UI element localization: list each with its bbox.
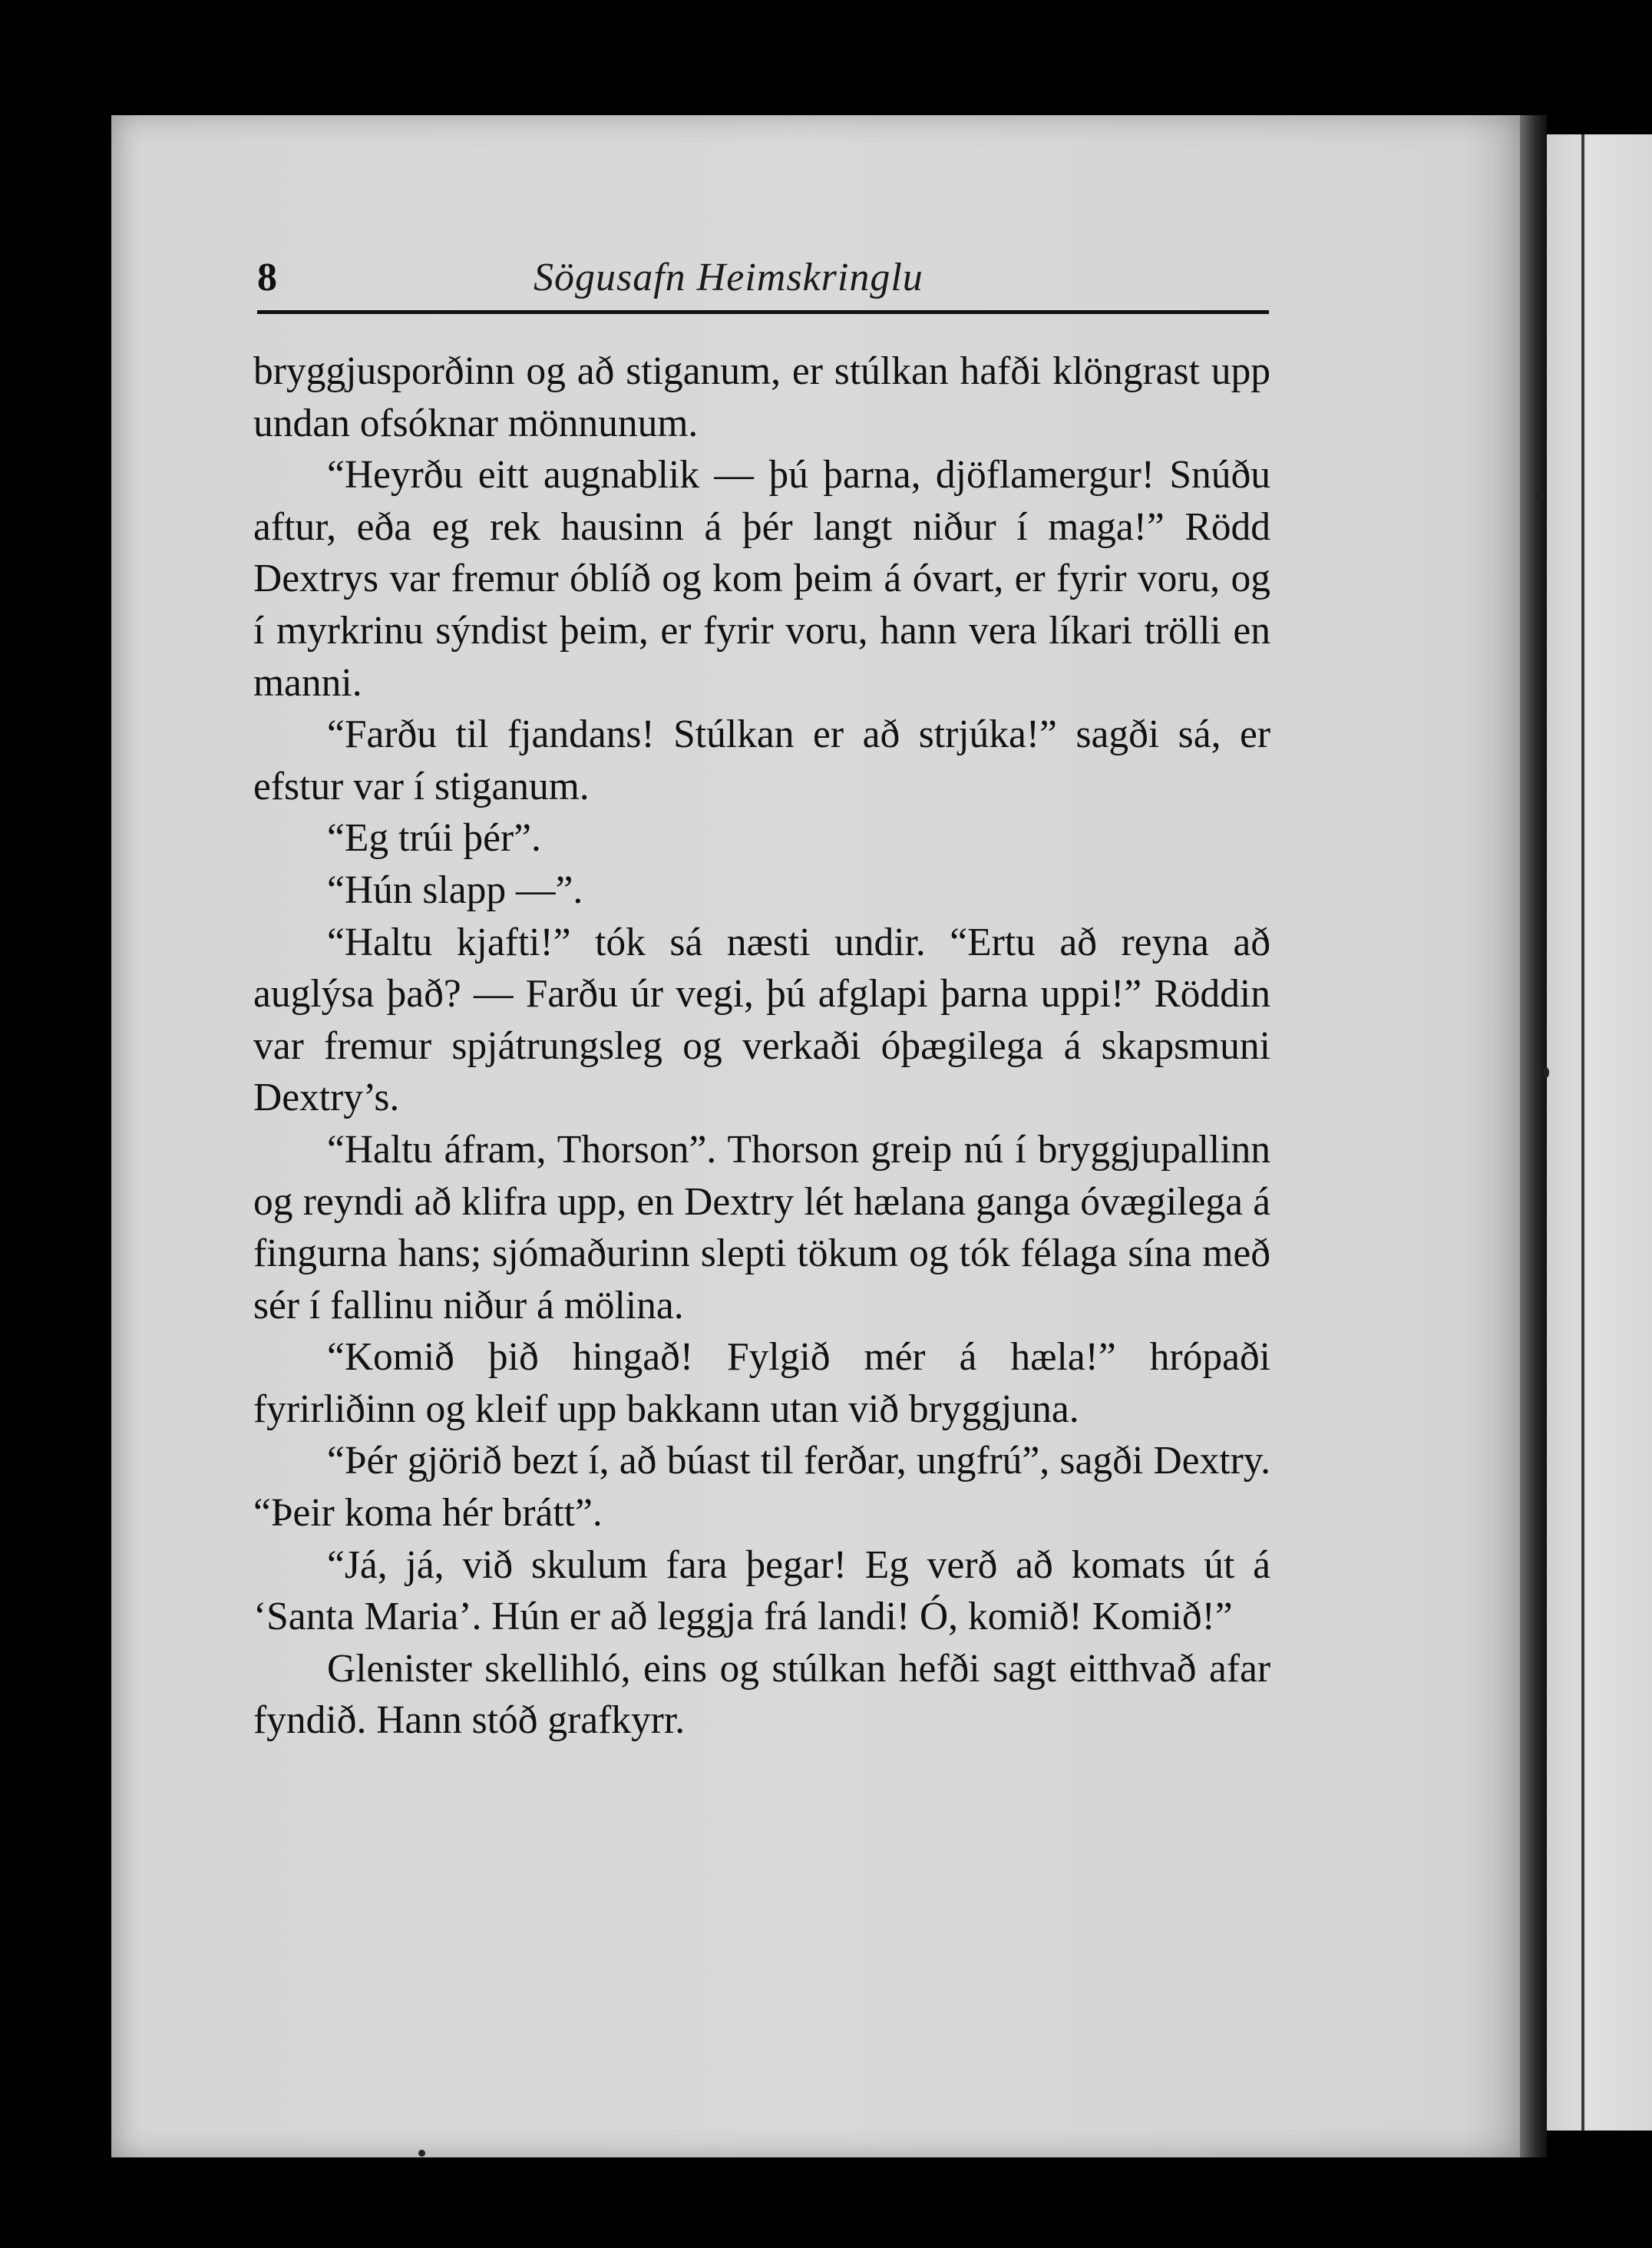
paragraph: Glenister skellihló, eins og stúlkan hefði sagt eitthvað afar fyndið. Hann stóð grafkyrr. xyxy=(253,1646,1270,1743)
paragraph: “Heyrðu eitt augnablik — þú þarna, djöflamergur! Snúðu aftur, eða eg rek hausinn á þér langt niður í maga!” Rödd Dextrys var fremur óblíð og kom þeim á óvart, er fyrir voru, og í myrkrinu sýndist þeim, er fyrir voru, hann vera líkari trölli en manni. xyxy=(253,453,1270,705)
paragraph: “Haltu áfram, Thorson”. Thorson greip nú í bryggjupallinn og reyndi að klifra upp, en Dextry lét hælana ganga óvægilega á fingurna hans; sjómaðurinn slepti tökum og tók félaga sína með sér í fallinu niður á mölina. xyxy=(253,1127,1270,1327)
paragraph: “Þér gjörið bezt í, að búast til ferðar, ungfrú”, sagði Dextry. “Þeir koma hér brátt”. xyxy=(253,1439,1270,1536)
paragraph: “Eg trúi þér”. xyxy=(327,816,541,861)
paragraph: “Já, já, við skulum fara þegar! Eg verð að komats út á ‘Santa Maria’. Hún er að leggja frá landi! Ó, komið! Komið!” xyxy=(253,1542,1270,1639)
dust-speck xyxy=(1535,491,1543,501)
running-head xyxy=(257,247,1263,309)
paragraph: “Komið þið hingað! Fylgið mér á hæla!” hrópaði fyrirliðinn og kleif upp bakkann utan við bryggjuna. xyxy=(253,1335,1270,1431)
running-title: Sögusafn Heimskringlu xyxy=(534,256,923,299)
paragraph: “Hún slapp —”. xyxy=(327,868,583,912)
page-number: 8 xyxy=(257,256,277,299)
facing-page-edge xyxy=(1547,134,1652,2131)
book-gutter xyxy=(1520,115,1547,2157)
header-rule xyxy=(257,310,1269,314)
paragraph: bryggjusporðinn og að stiganum, er stúlkan hafði klöngrast upp undan ofsóknar mönnunum. xyxy=(253,349,1270,445)
dust-speck xyxy=(1543,1067,1549,1078)
body-text xyxy=(253,345,1270,1747)
paragraph: “Farðu til fjandans! Stúlkan er að strjúka!” sagði sá, er efstur var í stiganum. xyxy=(253,712,1270,808)
facing-page-line xyxy=(1581,134,1584,2131)
paragraph: “Haltu kjafti!” tók sá næsti undir. “Ertu að reyna að auglýsa það? — Farðu úr vegi, þú afglapi þarna uppi!” Röddin var fremur spjátrungsleg og verkaði óþægilega á skapsmuni Dextry’s. xyxy=(253,920,1270,1120)
dust-speck xyxy=(418,2150,425,2157)
